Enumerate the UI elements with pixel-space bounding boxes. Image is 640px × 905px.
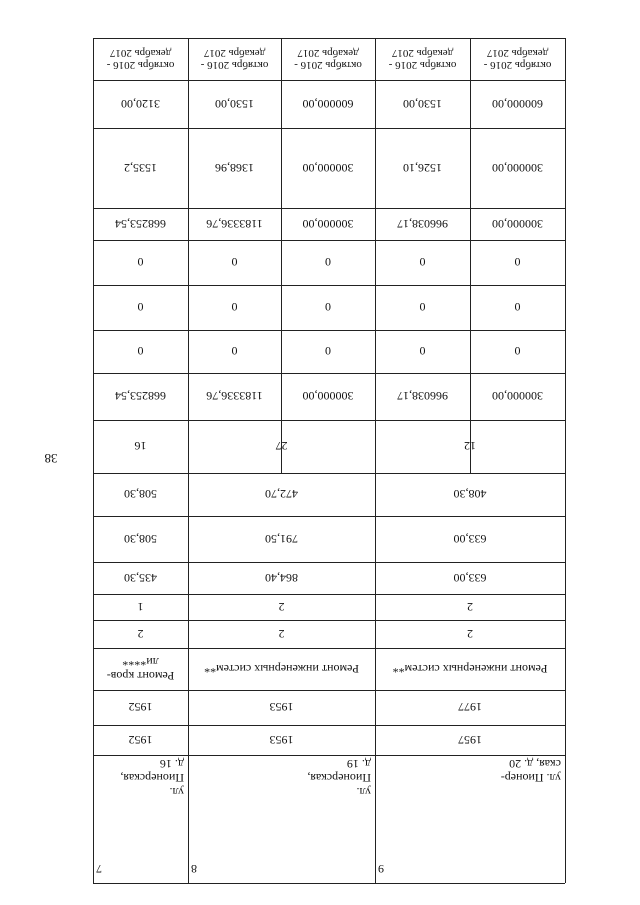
year-commissioned-cell: 1953 <box>269 700 294 715</box>
cost-owners-cell: 966038,17 <box>397 217 448 231</box>
total-cost-cell: 300000,00 <box>492 389 543 404</box>
residential-area-cell: 508,30 <box>124 532 157 546</box>
cost-owners-cell: 668253,54 <box>115 217 166 231</box>
unit-cost-cell: 1368,96 <box>215 161 254 175</box>
year-built-cell: 1953 <box>269 733 294 747</box>
work-type-cell: Ремонт инженерных систем** <box>392 662 548 676</box>
cost-fund-cell: 0 <box>419 344 426 359</box>
completion-cell: октябрь 2016 - декабрь 2017 <box>294 47 362 71</box>
residents-cell: 16 <box>134 439 147 454</box>
unit-cost-cell: 300000,00 <box>492 161 543 175</box>
row-number: 8 <box>191 862 197 876</box>
cost-budget-local-cell: 0 <box>137 255 144 270</box>
completion-cell: октябрь 2016 - декабрь 2017 <box>388 47 457 71</box>
floors-cell: 2 <box>467 627 473 641</box>
page-number: 38 <box>44 451 58 466</box>
limit-unit-cost-cell: 3120,00 <box>121 97 160 111</box>
total-cost-cell: 668253,54 <box>115 389 166 404</box>
cost-fund-cell: 0 <box>137 344 144 359</box>
cost-budget-region-cell: 0 <box>419 300 426 315</box>
address-cell: ул. Пионерская, д. 19 <box>307 757 371 799</box>
floors-cell: 2 <box>137 627 144 641</box>
cost-owners-cell: 300000,00 <box>302 217 354 231</box>
work-type-cell: Ремонт инженерных систем** <box>204 662 359 676</box>
limit-unit-cost-cell: 600000,00 <box>492 97 543 111</box>
residential-area-cell: 633,00 <box>453 532 487 546</box>
entrances-cell: 1 <box>137 600 144 614</box>
address-cell: ул. Пионерская, д. 16 <box>120 757 184 799</box>
year-built-cell: 1952 <box>128 733 153 747</box>
unit-cost-cell: 1526,10 <box>403 161 442 175</box>
cost-budget-region-cell: 0 <box>231 300 238 315</box>
completion-cell: октябрь 2016 - декабрь 2017 <box>200 47 269 71</box>
address-cell: ул. Пионер- ская, д. 20 <box>500 757 561 785</box>
total-cost-cell: 1183336,76 <box>206 389 263 404</box>
cost-budget-region-cell: 0 <box>514 300 521 315</box>
limit-unit-cost-cell: 1530,00 <box>215 97 254 111</box>
entrances-cell: 2 <box>278 600 285 614</box>
total-cost-cell: 300000,00 <box>302 389 354 404</box>
work-type-cell: Ремонт кров- ли**** <box>106 655 175 683</box>
cost-budget-local-cell: 0 <box>325 255 331 270</box>
residential-area-2-cell: 408,30 <box>453 487 487 502</box>
cost-budget-region-cell: 0 <box>325 300 331 315</box>
floors-cell: 2 <box>278 627 285 641</box>
row-number: 7 <box>96 862 102 876</box>
year-built-cell: 1957 <box>458 733 482 747</box>
completion-cell: октябрь 2016 - декабрь 2017 <box>106 47 175 71</box>
cost-fund-cell: 0 <box>325 344 331 359</box>
total-area-cell: 435,30 <box>124 571 157 585</box>
cost-fund-cell: 0 <box>231 344 238 359</box>
unit-cost-cell: 300000,00 <box>302 161 354 175</box>
limit-unit-cost-cell: 1530,00 <box>403 97 442 111</box>
residential-area-cell: 791,50 <box>265 532 298 546</box>
total-area-cell: 864,40 <box>265 571 298 585</box>
unit-cost-cell: 1535,2 <box>124 161 157 175</box>
entrances-cell: 2 <box>467 600 473 614</box>
cost-owners-cell: 300000,00 <box>492 217 543 231</box>
cost-budget-region-cell: 0 <box>137 300 144 315</box>
residential-area-2-cell: 508,30 <box>124 487 157 502</box>
year-commissioned-cell: 1952 <box>128 700 153 715</box>
year-commissioned-cell: 1977 <box>458 700 482 715</box>
residential-area-2-cell: 472,70 <box>265 487 298 502</box>
limit-unit-cost-cell: 600000,00 <box>302 97 354 111</box>
completion-cell: октябрь 2016 - декабрь 2017 <box>483 47 552 71</box>
cost-budget-local-cell: 0 <box>514 255 521 270</box>
residents-cell: 12 <box>464 439 476 454</box>
cost-owners-cell: 1183336,76 <box>206 217 263 231</box>
row-number: 9 <box>378 862 384 876</box>
cost-fund-cell: 0 <box>514 344 521 359</box>
residents-cell: 27 <box>275 439 288 454</box>
total-area-cell: 633,00 <box>453 571 487 585</box>
total-cost-cell: 966038,17 <box>397 389 448 404</box>
cost-budget-local-cell: 0 <box>231 255 238 270</box>
cost-budget-local-cell: 0 <box>419 255 426 270</box>
